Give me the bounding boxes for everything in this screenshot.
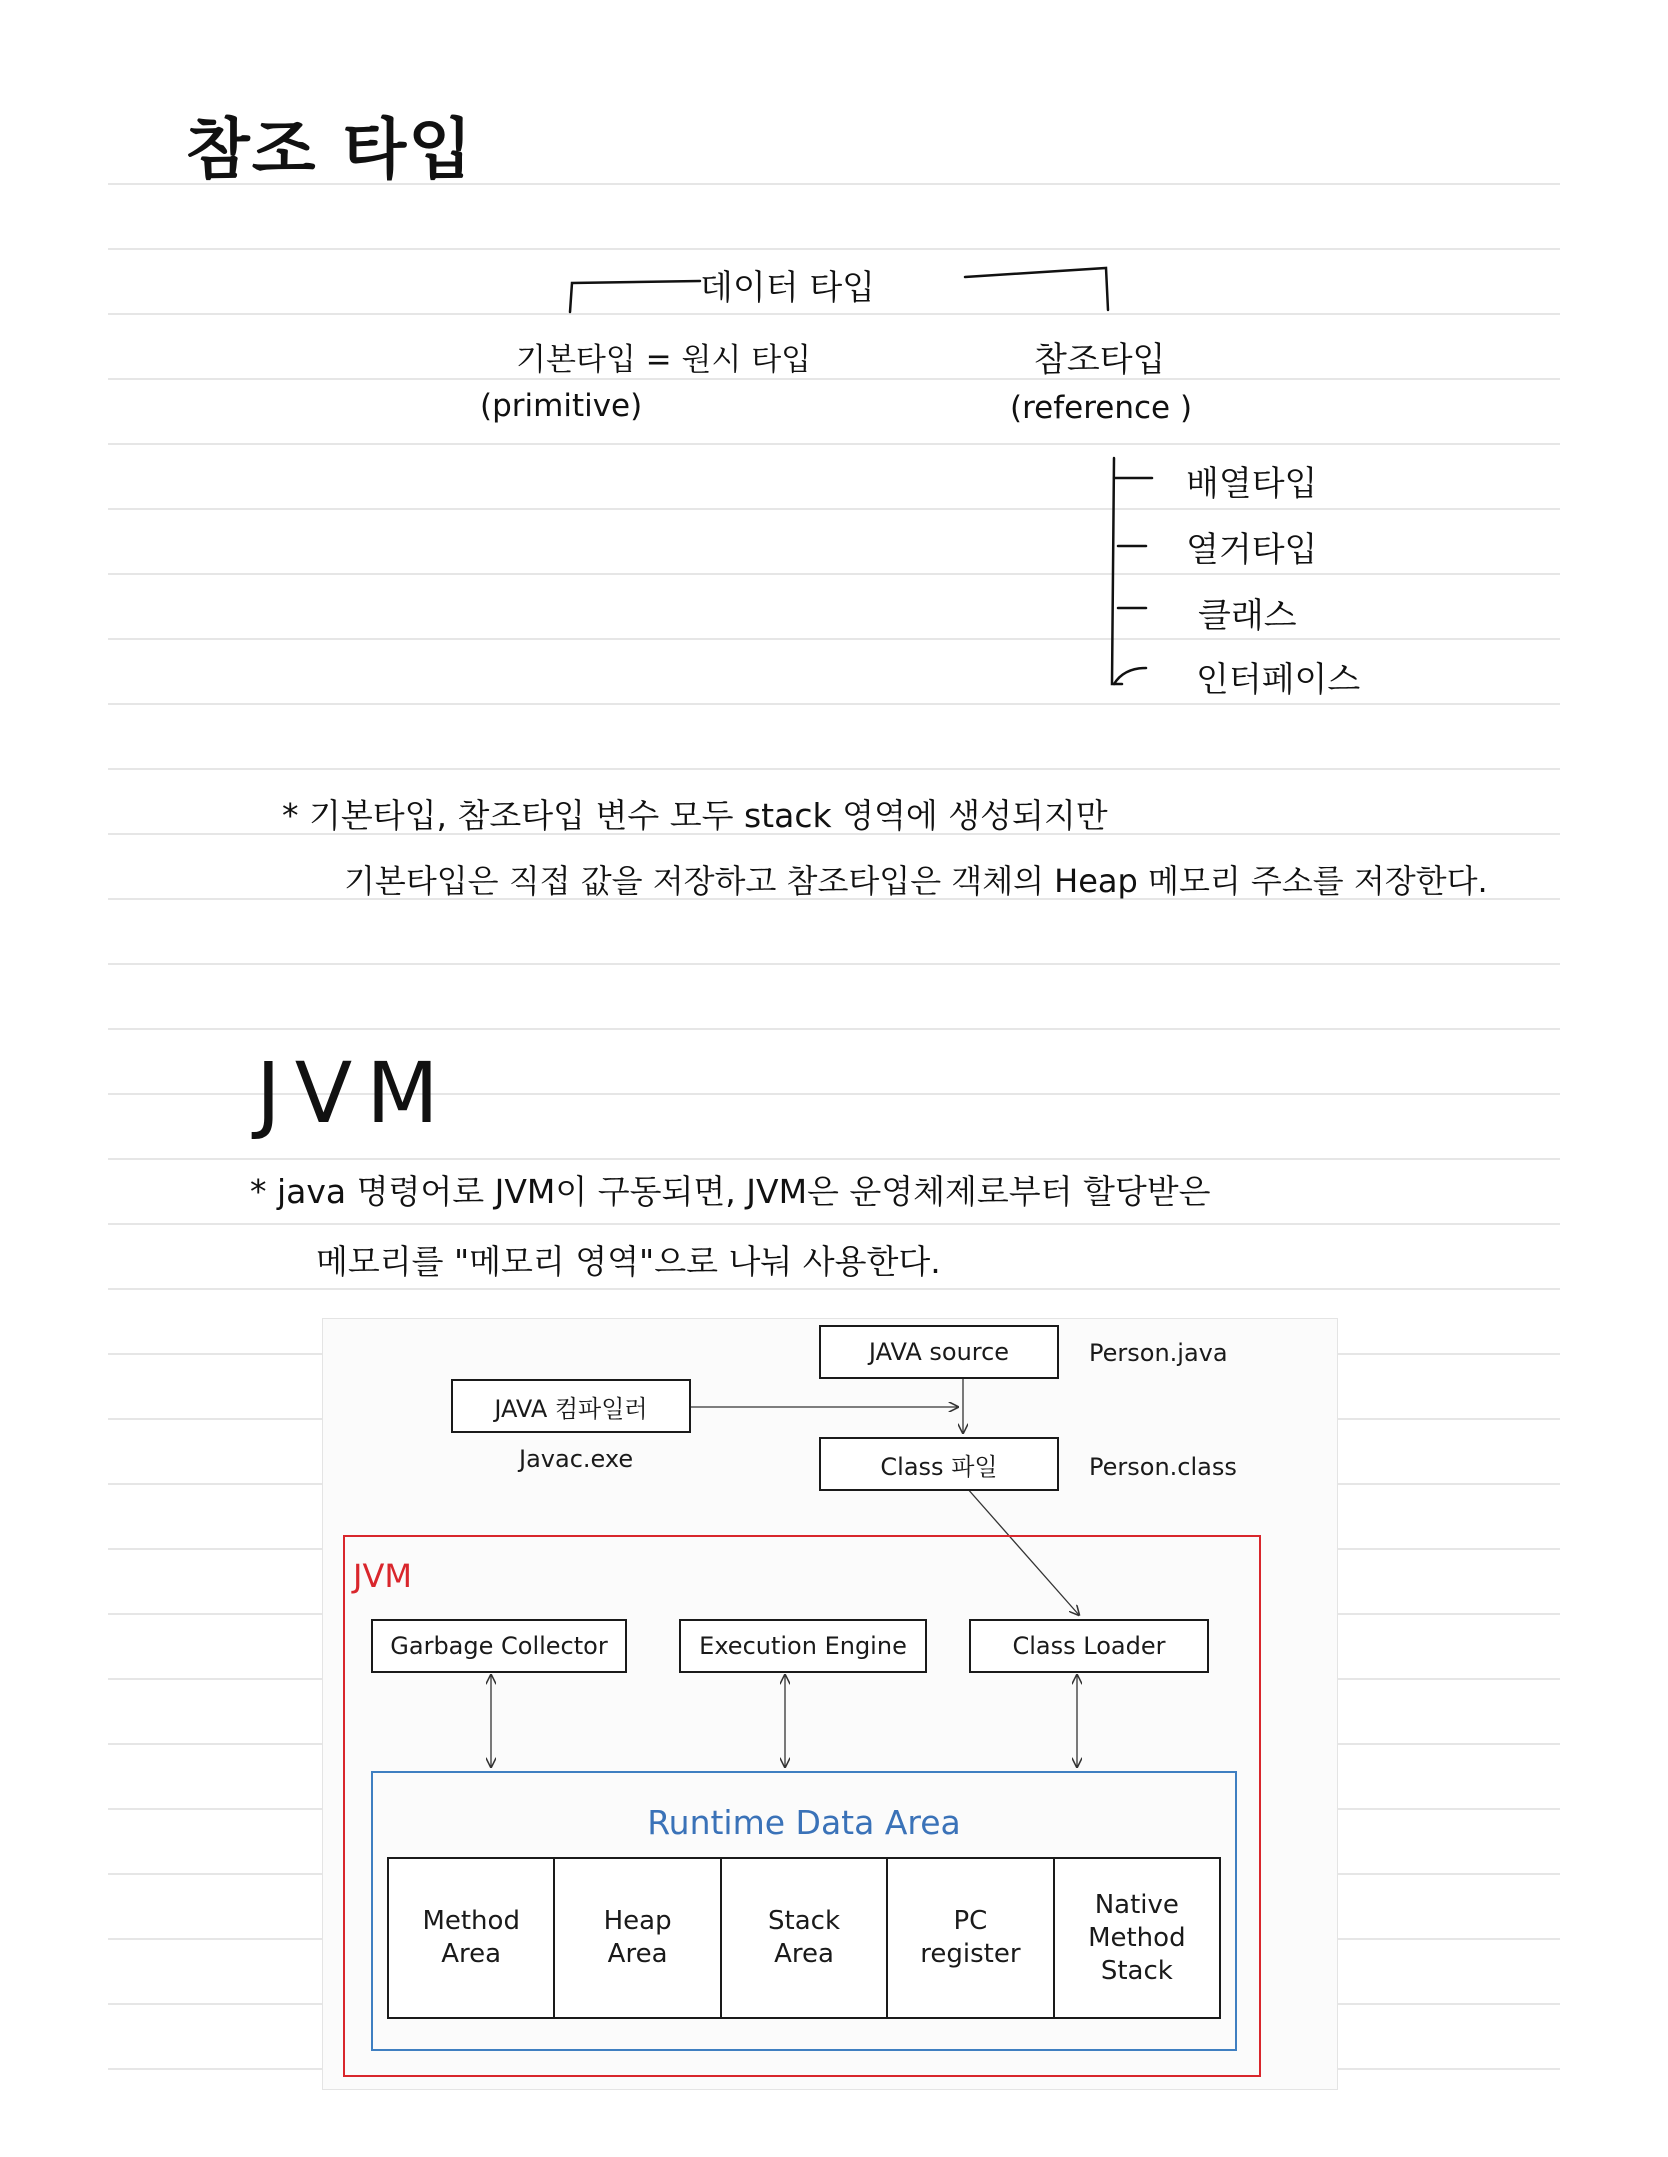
runtime-areas-row xyxy=(387,1857,1221,2019)
stack-area-cell: Stack Area xyxy=(722,1859,888,2017)
garbage-collector-box: Garbage Collector xyxy=(371,1619,627,1673)
section-title-reference-type: 참조 타입 xyxy=(186,111,475,188)
reference-english-label: (reference ) xyxy=(1010,390,1193,426)
native-method-stack-cell: Native Method Stack xyxy=(1088,1889,1186,1986)
reference-note-line1: * 기본타입, 참조타입 변수 모두 stack 영역에 생성되지만 xyxy=(282,796,1108,835)
pc-register-cell: PC register xyxy=(888,1859,1054,2017)
jvm-note-line1: * java 명령어로 JVM이 구동되면, JVM은 운영체제로부터 할당받은 xyxy=(250,1172,1211,1211)
execution-engine-box: Execution Engine xyxy=(679,1619,927,1673)
reference-type-label: 참조타입 xyxy=(1034,340,1166,380)
jvm-architecture-diagram xyxy=(322,1318,1338,2090)
method-area-cell: Method Area xyxy=(389,1859,555,2017)
ref-child-enum-type: 열거타입 xyxy=(1186,530,1318,570)
heap-area-cell: Heap Area xyxy=(555,1859,721,2017)
jvm-note-line2: 메모리를 "메모리 영역"으로 나눠 사용한다. xyxy=(316,1242,941,1281)
java-compiler-box: JAVA 컴파일러 xyxy=(451,1379,691,1433)
person-class-label: Person.class xyxy=(1089,1453,1237,1481)
ref-child-array-type: 배열타입 xyxy=(1186,464,1318,504)
javac-label: Javac.exe xyxy=(519,1445,634,1473)
primitive-english-label: (primitive) xyxy=(480,388,643,424)
class-loader-box: Class Loader xyxy=(969,1619,1209,1673)
data-type-root: 데이터 타입 xyxy=(700,268,876,308)
ref-child-class: 클래스 xyxy=(1198,596,1297,636)
ref-child-interface: 인터페이스 xyxy=(1196,660,1361,700)
class-file-box: Class 파일 xyxy=(819,1437,1059,1491)
jvm-frame-title: JVM xyxy=(353,1557,412,1595)
primitive-type-label: 기본타입 = 원시 타입 xyxy=(516,342,812,378)
java-source-box: JAVA source xyxy=(819,1325,1059,1379)
runtime-data-area-title: Runtime Data Area xyxy=(647,1803,961,1842)
section-title-jvm: JVM xyxy=(256,1044,453,1142)
reference-note-line2: 기본타입은 직접 값을 저장하고 참조타입은 객체의 Heap 메모리 주소를 저장한다. xyxy=(344,862,1488,900)
person-java-label: Person.java xyxy=(1089,1339,1228,1367)
